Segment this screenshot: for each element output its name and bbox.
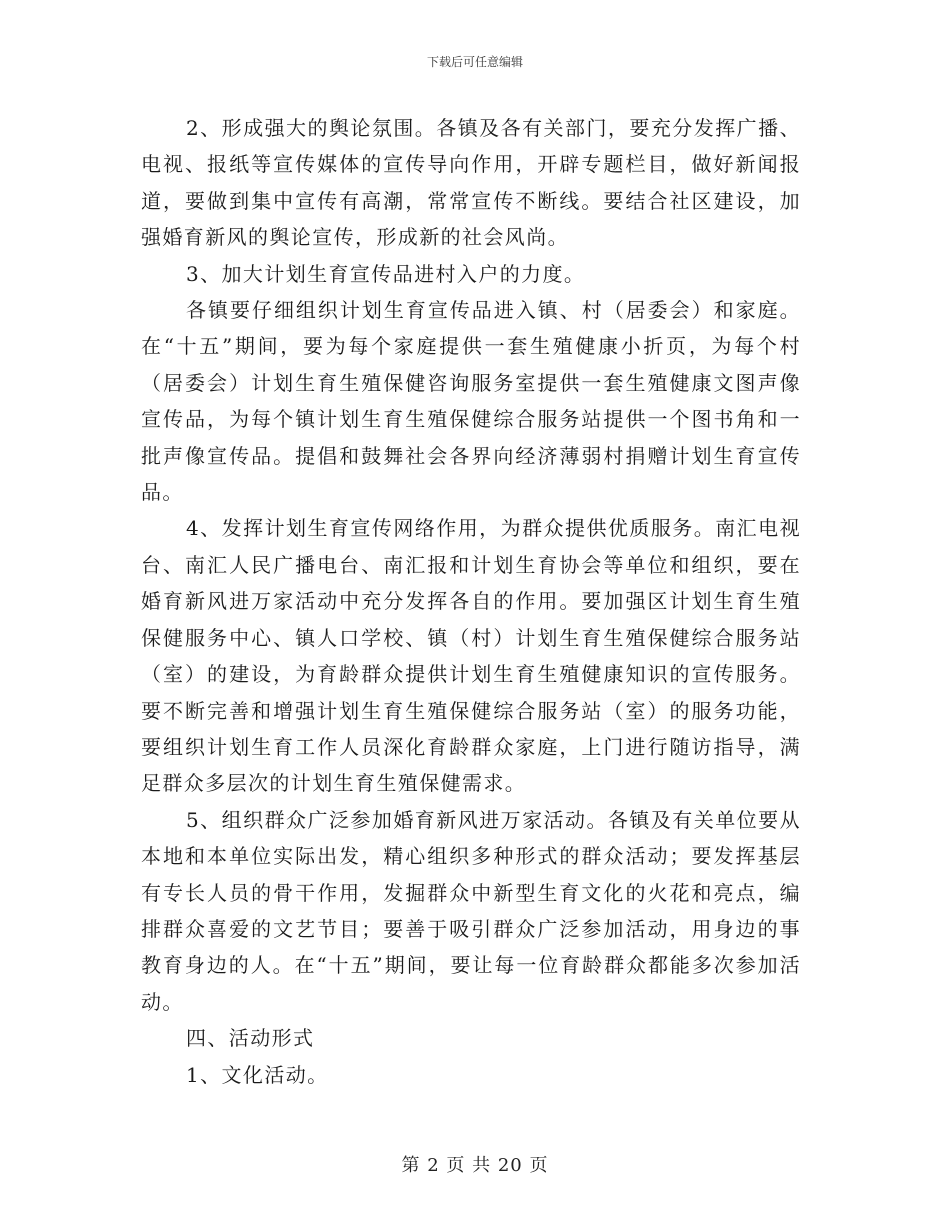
paragraph-item-3-heading: 3、加大计划生育宣传品进村入户的力度。 xyxy=(186,261,586,286)
paragraph-cultural-activities: 1、文化活动。 xyxy=(186,1062,329,1087)
paragraph-item-3-body: 各镇要仔细组织计划生育宣传品进入镇、村（居委会）和家庭。在“十五”期间，要为每个家庭提供一套生殖健康小折页，为每个村（居委会）计划生育生殖保健咨询服务室提供一套生殖健康文图声像宣传品，为每个镇计划生育生殖保健综合服务站提供一个图书角和一批声像宣传品。提倡和鼓舞社会各界向经济薄弱村捐赠计划生育宣传品。 xyxy=(141,298,801,505)
section-heading-activity-forms: 四、活动形式 xyxy=(186,1026,315,1051)
page-number-footer xyxy=(0,1154,950,1178)
paragraph-item-5: 5、组织群众广泛参加婚育新风进万家活动。各镇及有关单位要从本地和本单位实际出发，精心组织多种形式的群众活动；要发挥基层有专长人员的骨干作用，发掘群众中新型生育文化的火花和亮点，编排群众喜爱的文艺节目；要善于吸引群众广泛参加活动，用身边的事教育身边的人。在“十五”期间，要让每一位育龄群众都能多次参加活动。 xyxy=(141,807,801,1014)
paragraph-item-2: 2、形成强大的舆论氛围。各镇及各有关部门，要充分发挥广播、电视、报纸等宣传媒体的宣传导向作用，开辟专题栏目，做好新闻报道，要做到集中宣传有高潮，常常宣传不断线。要结合社区建设，加强婚育新风的舆论宣传，形成新的社会风尚。 xyxy=(141,116,801,250)
page-number-label: 第 2 页 共 20 页 xyxy=(401,1155,549,1176)
paragraph-item-4: 4、发挥计划生育宣传网络作用，为群众提供优质服务。南汇电视台、南汇人民广播电台、南汇报和计划生育协会等单位和组织，要在婚育新风进万家活动中充分发挥各自的作用。要加强区计划生育生殖保健服务中心、镇人口学校、镇（村）计划生育生殖保健综合服务站（室）的建设，为育龄群众提供计划生育生殖健康知识的宣传服务。要不断完善和增强计划生育生殖保健综合服务站（室）的服务功能，要组织计划生育工作人员深化育龄群众家庭，上门进行随访指导，满足群众多层次的计划生育生殖保健需求。 xyxy=(141,516,801,796)
download-note: 下载后可任意编辑 xyxy=(426,55,523,69)
document-body xyxy=(141,110,801,1093)
